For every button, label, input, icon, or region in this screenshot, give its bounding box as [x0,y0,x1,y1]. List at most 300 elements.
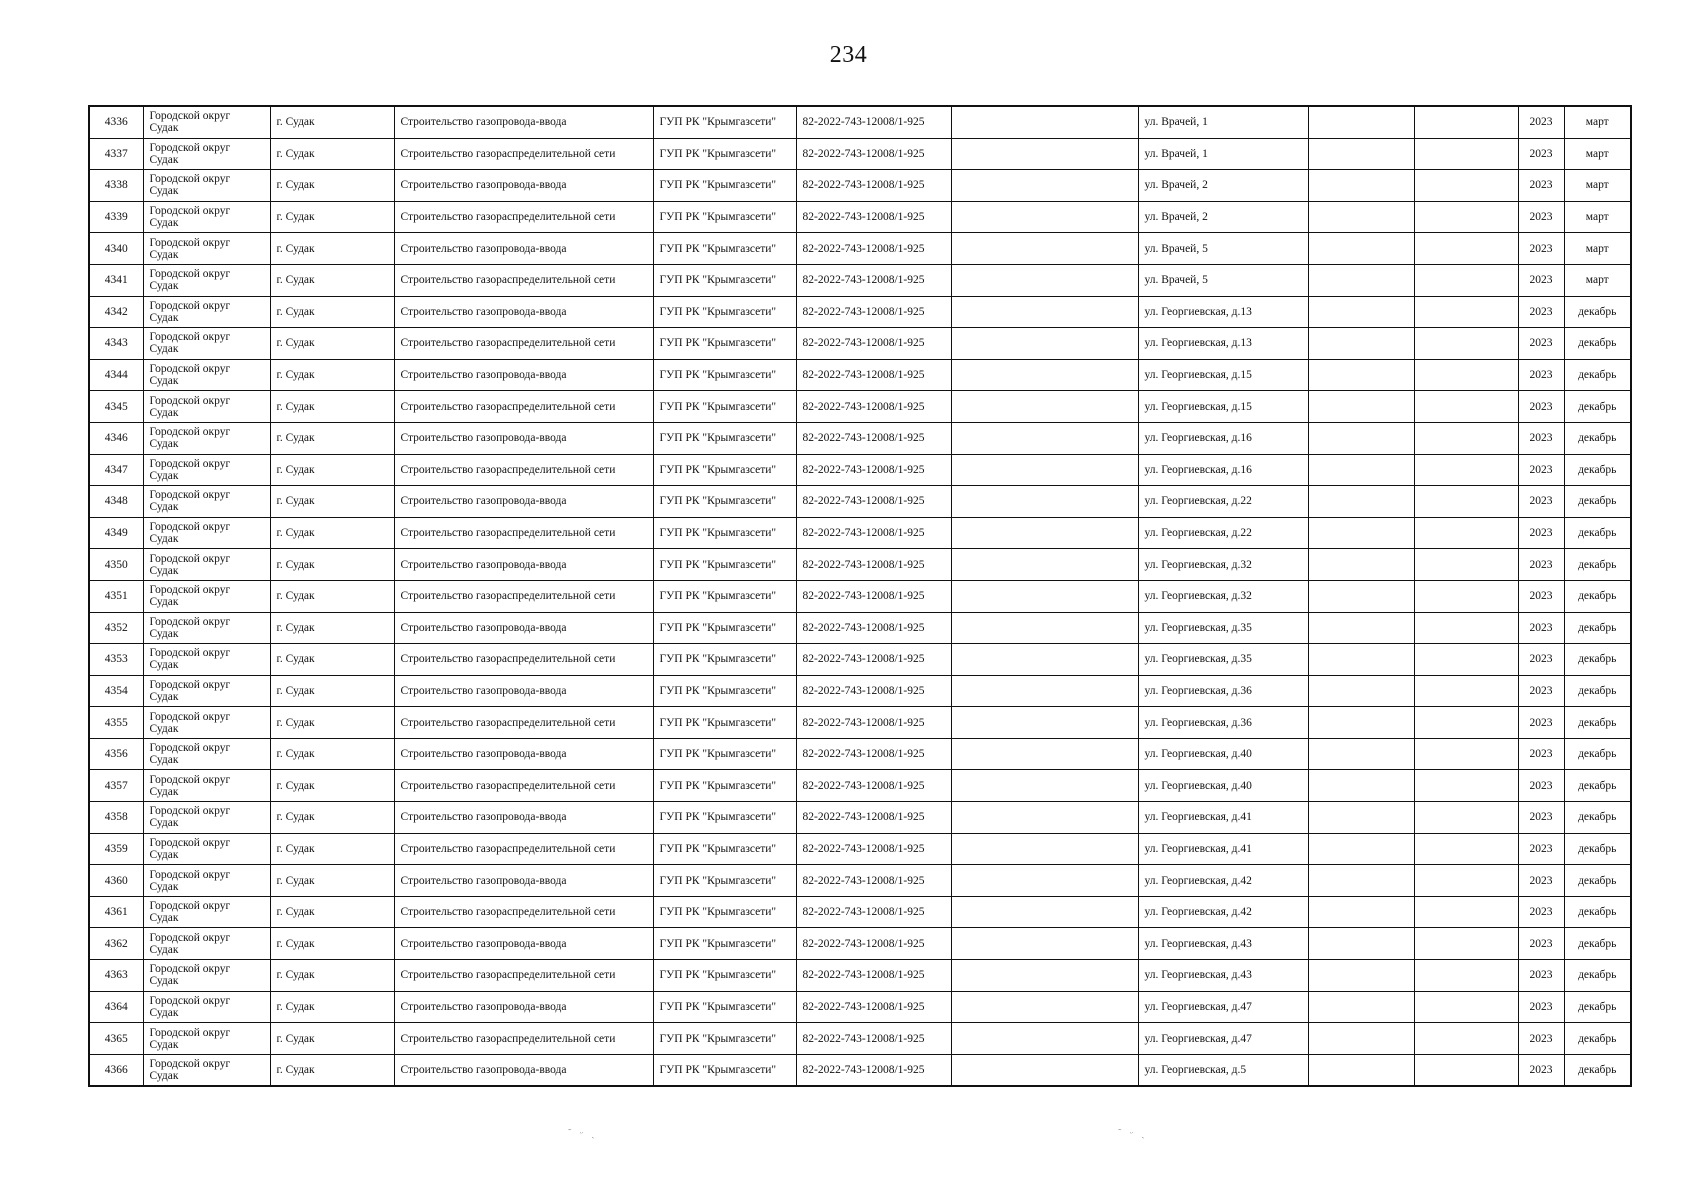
empty-cell [1414,612,1518,644]
document-number-cell: 82-2022-743-12008/1-925 [796,1054,951,1086]
address-cell: ул. Георгиевская, д.32 [1138,580,1308,612]
row-number: 4366 [89,1054,143,1086]
empty-cell [1414,106,1518,138]
month-cell: декабрь [1564,802,1631,834]
empty-cell [951,738,1138,770]
table-row [89,738,1631,770]
municipality-cell [143,517,270,549]
municipality-line: Городской округ [149,521,231,534]
work-type-cell: Строительство газораспределительной сети [394,580,653,612]
empty-cell [951,391,1138,423]
year-cell: 2023 [1518,391,1564,423]
work-type-cell: Строительство газопровода-ввода [394,1054,653,1086]
settlement-cell: г. Судак [270,580,394,612]
empty-cell [1308,391,1414,423]
settlement-cell: г. Судак [270,422,394,454]
work-type-cell: Строительство газопровода-ввода [394,612,653,644]
settlement-cell: г. Судак [270,486,394,518]
municipality-line: Городской округ [149,584,231,597]
month-cell: декабрь [1564,486,1631,518]
empty-cell [951,454,1138,486]
month-cell: декабрь [1564,1023,1631,1055]
organization-cell: ГУП РК "Крымгазсети" [653,201,796,233]
table-row [89,328,1631,360]
year-cell: 2023 [1518,359,1564,391]
address-cell: ул. Врачей, 1 [1138,138,1308,170]
empty-cell [951,675,1138,707]
municipality-cell [143,138,270,170]
municipality-line: Судак [149,185,179,198]
document-number-cell: 82-2022-743-12008/1-925 [796,486,951,518]
year-cell: 2023 [1518,1054,1564,1086]
row-number: 4355 [89,707,143,739]
empty-cell [1308,422,1414,454]
municipality-line: Судак [149,564,179,577]
table-row [89,1023,1631,1055]
month-cell: декабрь [1564,675,1631,707]
settlement-cell: г. Судак [270,1023,394,1055]
municipality-cell [143,1023,270,1055]
work-type-cell: Строительство газораспределительной сети [394,138,653,170]
settlement-cell: г. Судак [270,960,394,992]
municipality-line: Городской округ [149,363,231,376]
document-number-cell: 82-2022-743-12008/1-925 [796,170,951,202]
empty-cell [1414,580,1518,612]
empty-cell [951,517,1138,549]
table-row [89,644,1631,676]
month-cell: декабрь [1564,707,1631,739]
municipality-cell [143,707,270,739]
municipality-cell [143,549,270,581]
organization-cell: ГУП РК "Крымгазсети" [653,738,796,770]
row-number: 4338 [89,170,143,202]
municipality-cell [143,770,270,802]
table-row [89,391,1631,423]
municipality-cell [143,170,270,202]
municipality-line: Городской округ [149,836,231,849]
empty-cell [1414,422,1518,454]
empty-cell [1414,928,1518,960]
organization-cell: ГУП РК "Крымгазсети" [653,359,796,391]
empty-cell [951,865,1138,897]
municipality-line: Судак [149,817,179,830]
empty-cell [1308,802,1414,834]
row-number: 4354 [89,675,143,707]
year-cell: 2023 [1518,580,1564,612]
municipality-line: Городской округ [149,426,231,439]
settlement-cell: г. Судак [270,106,394,138]
year-cell: 2023 [1518,896,1564,928]
empty-cell [1414,738,1518,770]
empty-cell [951,106,1138,138]
document-number-cell: 82-2022-743-12008/1-925 [796,644,951,676]
empty-cell [1308,138,1414,170]
document-number-cell: 82-2022-743-12008/1-925 [796,675,951,707]
year-cell: 2023 [1518,233,1564,265]
municipality-line: Городской округ [149,931,231,944]
municipality-line: Городской округ [149,773,231,786]
document-number-cell: 82-2022-743-12008/1-925 [796,359,951,391]
document-number-cell: 82-2022-743-12008/1-925 [796,770,951,802]
settlement-cell: г. Судак [270,738,394,770]
organization-cell: ГУП РК "Крымгазсети" [653,1054,796,1086]
address-cell: ул. Георгиевская, д.22 [1138,486,1308,518]
municipality-line: Судак [149,943,179,956]
document-number-cell: 82-2022-743-12008/1-925 [796,612,951,644]
row-number: 4358 [89,802,143,834]
municipality-line: Городской округ [149,173,231,186]
empty-cell [1414,865,1518,897]
settlement-cell: г. Судак [270,1054,394,1086]
empty-cell [1308,517,1414,549]
month-cell: март [1564,233,1631,265]
scan-speck: ˜ ᵕ ˎ [568,1128,598,1139]
empty-cell [951,264,1138,296]
table-row [89,549,1631,581]
row-number: 4340 [89,233,143,265]
row-number: 4357 [89,770,143,802]
empty-cell [1308,960,1414,992]
municipality-line: Городской округ [149,647,231,660]
table-row [89,612,1631,644]
work-type-cell: Строительство газораспределительной сети [394,264,653,296]
month-cell: декабрь [1564,422,1631,454]
work-type-cell: Строительство газопровода-ввода [394,170,653,202]
address-cell: ул. Георгиевская, д.43 [1138,928,1308,960]
municipality-line: Судак [149,153,179,166]
organization-cell: ГУП РК "Крымгазсети" [653,991,796,1023]
table-row [89,138,1631,170]
municipality-line: Городской округ [149,868,231,881]
year-cell: 2023 [1518,201,1564,233]
empty-cell [1414,391,1518,423]
municipality-cell [143,1054,270,1086]
municipality-cell [143,675,270,707]
municipality-line: Судак [149,722,179,735]
municipality-line: Городской округ [149,141,231,154]
municipality-line: Судак [149,122,179,135]
address-cell: ул. Георгиевская, д.42 [1138,896,1308,928]
organization-cell: ГУП РК "Крымгазсети" [653,675,796,707]
table-row [89,675,1631,707]
settlement-cell: г. Судак [270,517,394,549]
empty-cell [1308,201,1414,233]
year-cell: 2023 [1518,707,1564,739]
municipality-line: Городской округ [149,268,231,281]
settlement-cell: г. Судак [270,802,394,834]
month-cell: декабрь [1564,580,1631,612]
year-cell: 2023 [1518,138,1564,170]
table-row [89,865,1631,897]
address-cell: ул. Георгиевская, д.41 [1138,833,1308,865]
settlement-cell: г. Судак [270,612,394,644]
municipality-line: Городской округ [149,678,231,691]
municipality-cell [143,580,270,612]
work-type-cell: Строительство газораспределительной сети [394,454,653,486]
empty-cell [1308,833,1414,865]
table-row [89,802,1631,834]
empty-cell [951,422,1138,454]
municipality-cell [143,644,270,676]
empty-cell [951,896,1138,928]
work-type-cell: Строительство газораспределительной сети [394,960,653,992]
month-cell: декабрь [1564,644,1631,676]
organization-cell: ГУП РК "Крымгазсети" [653,802,796,834]
document-number-cell: 82-2022-743-12008/1-925 [796,707,951,739]
empty-cell [1308,328,1414,360]
municipality-line: Городской округ [149,205,231,218]
month-cell: март [1564,170,1631,202]
empty-cell [1414,264,1518,296]
month-cell: декабрь [1564,549,1631,581]
settlement-cell: г. Судак [270,644,394,676]
document-number-cell: 82-2022-743-12008/1-925 [796,580,951,612]
municipality-line: Городской округ [149,331,231,344]
empty-cell [1414,833,1518,865]
municipality-line: Городской округ [149,457,231,470]
table-row [89,296,1631,328]
empty-cell [1308,359,1414,391]
empty-cell [951,833,1138,865]
month-cell: декабрь [1564,960,1631,992]
row-number: 4347 [89,454,143,486]
address-cell: ул. Врачей, 5 [1138,233,1308,265]
organization-cell: ГУП РК "Крымгазсети" [653,454,796,486]
address-cell: ул. Врачей, 2 [1138,170,1308,202]
year-cell: 2023 [1518,549,1564,581]
row-number: 4356 [89,738,143,770]
municipality-line: Судак [149,880,179,893]
organization-cell: ГУП РК "Крымгазсети" [653,391,796,423]
municipality-line: Судак [149,406,179,419]
row-number: 4363 [89,960,143,992]
month-cell: декабрь [1564,991,1631,1023]
year-cell: 2023 [1518,296,1564,328]
empty-cell [951,991,1138,1023]
settlement-cell: г. Судак [270,707,394,739]
organization-cell: ГУП РК "Крымгазсети" [653,833,796,865]
document-number-cell: 82-2022-743-12008/1-925 [796,517,951,549]
address-cell: ул. Георгиевская, д.13 [1138,328,1308,360]
row-number: 4348 [89,486,143,518]
municipality-line: Городской округ [149,552,231,565]
table-row [89,960,1631,992]
table-row [89,928,1631,960]
table-row [89,106,1631,138]
municipality-line: Судак [149,343,179,356]
row-number: 4364 [89,991,143,1023]
empty-cell [1308,233,1414,265]
empty-cell [951,549,1138,581]
address-cell: ул. Георгиевская, д.13 [1138,296,1308,328]
address-cell: ул. Георгиевская, д.40 [1138,738,1308,770]
work-type-cell: Строительство газопровода-ввода [394,549,653,581]
municipality-cell [143,865,270,897]
work-type-cell: Строительство газораспределительной сети [394,707,653,739]
work-type-cell: Строительство газопровода-ввода [394,422,653,454]
municipality-line: Городской округ [149,236,231,249]
settlement-cell: г. Судак [270,233,394,265]
municipality-line: Городской округ [149,1058,231,1071]
register-body [89,106,1631,1086]
document-number-cell: 82-2022-743-12008/1-925 [796,991,951,1023]
work-type-cell: Строительство газопровода-ввода [394,865,653,897]
empty-cell [1414,896,1518,928]
empty-cell [951,233,1138,265]
organization-cell: ГУП РК "Крымгазсети" [653,770,796,802]
municipality-line: Городской округ [149,299,231,312]
organization-cell: ГУП РК "Крымгазсети" [653,517,796,549]
empty-cell [1414,802,1518,834]
row-number: 4353 [89,644,143,676]
row-number: 4361 [89,896,143,928]
document-number-cell: 82-2022-743-12008/1-925 [796,106,951,138]
year-cell: 2023 [1518,517,1564,549]
empty-cell [951,580,1138,612]
settlement-cell: г. Судак [270,170,394,202]
table-row [89,707,1631,739]
organization-cell: ГУП РК "Крымгазсети" [653,612,796,644]
empty-cell [951,612,1138,644]
settlement-cell: г. Судак [270,675,394,707]
address-cell: ул. Врачей, 5 [1138,264,1308,296]
row-number: 4339 [89,201,143,233]
address-cell: ул. Георгиевская, д.32 [1138,549,1308,581]
month-cell: март [1564,264,1631,296]
empty-cell [951,201,1138,233]
row-number: 4349 [89,517,143,549]
page-number: 234 [829,42,868,68]
empty-cell [1308,1054,1414,1086]
year-cell: 2023 [1518,264,1564,296]
empty-cell [951,644,1138,676]
empty-cell [1308,296,1414,328]
municipality-line: Судак [149,754,179,767]
municipality-line: Судак [149,438,179,451]
organization-cell: ГУП РК "Крымгазсети" [653,960,796,992]
settlement-cell: г. Судак [270,549,394,581]
work-type-cell: Строительство газораспределительной сети [394,644,653,676]
work-type-cell: Строительство газораспределительной сети [394,328,653,360]
empty-cell [1308,106,1414,138]
address-cell: ул. Георгиевская, д.40 [1138,770,1308,802]
organization-cell: ГУП РК "Крымгазсети" [653,896,796,928]
year-cell: 2023 [1518,486,1564,518]
empty-cell [1414,1023,1518,1055]
work-type-cell: Строительство газораспределительной сети [394,833,653,865]
municipality-cell [143,928,270,960]
work-type-cell: Строительство газораспределительной сети [394,391,653,423]
empty-cell [951,1023,1138,1055]
empty-cell [1308,612,1414,644]
work-type-cell: Строительство газораспределительной сети [394,201,653,233]
empty-cell [951,328,1138,360]
empty-cell [1414,486,1518,518]
municipality-cell [143,391,270,423]
empty-cell [1414,770,1518,802]
organization-cell: ГУП РК "Крымгазсети" [653,580,796,612]
year-cell: 2023 [1518,991,1564,1023]
empty-cell [951,770,1138,802]
municipality-line: Судак [149,217,179,230]
document-number-cell: 82-2022-743-12008/1-925 [796,422,951,454]
row-number: 4362 [89,928,143,960]
empty-cell [1308,675,1414,707]
table-row [89,359,1631,391]
municipality-line: Городской округ [149,805,231,818]
empty-cell [1414,170,1518,202]
organization-cell: ГУП РК "Крымгазсети" [653,928,796,960]
month-cell: декабрь [1564,833,1631,865]
municipality-line: Судак [149,690,179,703]
empty-cell [1308,991,1414,1023]
empty-cell [1308,1023,1414,1055]
year-cell: 2023 [1518,833,1564,865]
municipality-line: Судак [149,596,179,609]
row-number: 4336 [89,106,143,138]
table-row [89,170,1631,202]
municipality-cell [143,359,270,391]
municipality-line: Судак [149,311,179,324]
month-cell: декабрь [1564,865,1631,897]
empty-cell [1308,549,1414,581]
work-type-cell: Строительство газопровода-ввода [394,296,653,328]
settlement-cell: г. Судак [270,833,394,865]
address-cell: ул. Георгиевская, д.15 [1138,359,1308,391]
empty-cell [1414,233,1518,265]
organization-cell: ГУП РК "Крымгазсети" [653,549,796,581]
settlement-cell: г. Судак [270,201,394,233]
year-cell: 2023 [1518,802,1564,834]
empty-cell [1414,675,1518,707]
empty-cell [1414,1054,1518,1086]
organization-cell: ГУП РК "Крымгазсети" [653,865,796,897]
settlement-cell: г. Судак [270,454,394,486]
month-cell: декабрь [1564,738,1631,770]
municipality-line: Судак [149,627,179,640]
address-cell: ул. Георгиевская, д.35 [1138,644,1308,676]
work-type-cell: Строительство газопровода-ввода [394,675,653,707]
empty-cell [1414,201,1518,233]
row-number: 4350 [89,549,143,581]
month-cell: март [1564,106,1631,138]
year-cell: 2023 [1518,106,1564,138]
settlement-cell: г. Судак [270,359,394,391]
month-cell: декабрь [1564,770,1631,802]
row-number: 4359 [89,833,143,865]
address-cell: ул. Врачей, 2 [1138,201,1308,233]
organization-cell: ГУП РК "Крымгазсети" [653,106,796,138]
settlement-cell: г. Судак [270,896,394,928]
empty-cell [951,359,1138,391]
municipality-line: Судак [149,469,179,482]
settlement-cell: г. Судак [270,138,394,170]
municipality-cell [143,896,270,928]
address-cell: ул. Георгиевская, д.47 [1138,1023,1308,1055]
document-number-cell: 82-2022-743-12008/1-925 [796,296,951,328]
year-cell: 2023 [1518,770,1564,802]
month-cell: март [1564,138,1631,170]
month-cell: декабрь [1564,1054,1631,1086]
municipality-cell [143,991,270,1023]
empty-cell [1414,549,1518,581]
year-cell: 2023 [1518,738,1564,770]
municipality-cell [143,264,270,296]
empty-cell [1414,138,1518,170]
municipality-line: Городской округ [149,994,231,1007]
address-cell: ул. Георгиевская, д.47 [1138,991,1308,1023]
year-cell: 2023 [1518,865,1564,897]
